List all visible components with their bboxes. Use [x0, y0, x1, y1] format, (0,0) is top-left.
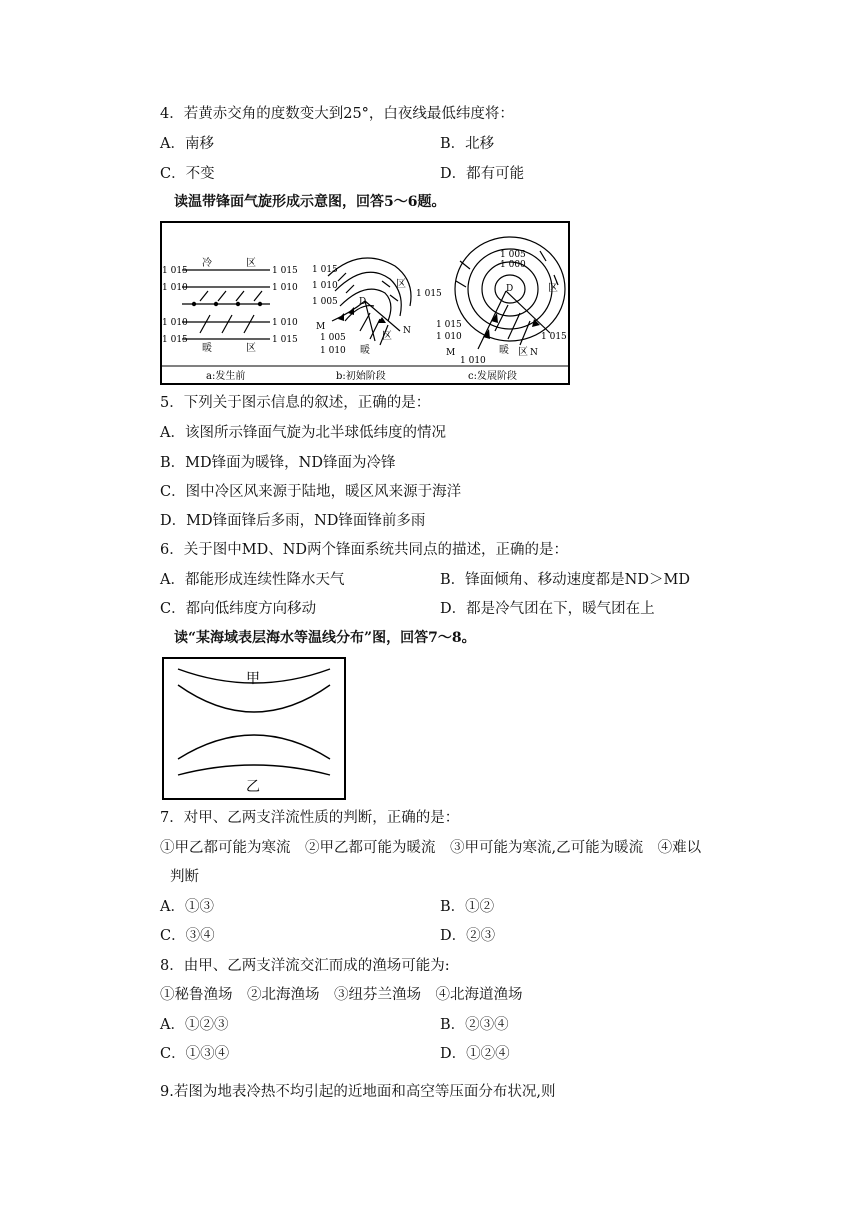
- panel-b-caption: b:初始阶段: [336, 371, 386, 382]
- c-warm-label: 暖: [499, 345, 509, 356]
- a-zone-label-bottom: 区: [246, 343, 256, 354]
- b-iso-1010: 1 010: [312, 281, 338, 291]
- q8-option-a: A．①②③: [160, 1017, 229, 1033]
- q4-option-a: A．南移: [160, 136, 214, 152]
- c-iso-1010: 1 010: [436, 332, 462, 342]
- q7-options-line2: 判断: [170, 869, 199, 885]
- label-yi: 乙: [246, 779, 260, 795]
- b-label-n: N: [403, 326, 411, 336]
- c-iso-1000: 1 000: [500, 260, 526, 270]
- b-warm-label: 暖: [360, 345, 370, 356]
- panel-c-caption: c:发展阶段: [468, 371, 517, 382]
- a-iso-1010-left-2: 1 010: [162, 318, 188, 328]
- a-iso-1010-right: 1 010: [272, 283, 298, 293]
- q5-option-b: B．MD锋面为暖锋，ND锋面为冷锋: [160, 455, 396, 471]
- c-label-d: D: [506, 284, 514, 294]
- q6-option-c: C．都向低纬度方向移动: [160, 601, 317, 617]
- a-iso-1015-left: 1 015: [162, 266, 188, 276]
- q8-option-d: D．①②④: [440, 1046, 510, 1062]
- q7-option-b: B．①②: [440, 899, 495, 915]
- q5-option-d: D．MD锋面锋后多雨，ND锋面锋前多雨: [160, 513, 426, 529]
- a-zone-label-top: 区: [246, 258, 256, 269]
- a-iso-1015-right: 1 015: [272, 266, 298, 276]
- b-iso-1010-bottom: 1 010: [320, 346, 346, 356]
- q6-option-b: B．锋面倾角、移动速度都是ND＞MD: [440, 572, 690, 588]
- c-iso-1015-right: 1 015: [541, 332, 567, 342]
- q9-stem: 9.若图为地表冷热不均引起的近地面和高空等压面分布状况,则: [160, 1084, 556, 1100]
- isotherm-figure: [162, 657, 346, 800]
- q5-option-c: C．图中冷区风来源于陆地，暖区风来源于海洋: [160, 484, 462, 500]
- q6-stem: 6．关于图中MD、ND两个锋面系统共同点的描述，正确的是：: [160, 542, 569, 558]
- q6-option-a: A．都能形成连续性降水天气: [160, 572, 345, 588]
- q4-stem: 4．若黄赤交角的度数变大到25°，白夜线最低纬度将：: [160, 106, 514, 122]
- a-iso-1015-right-2: 1 015: [272, 335, 298, 345]
- q7-option-d: D．②③: [440, 928, 496, 944]
- a-iso-1015-left-2: 1 015: [162, 335, 188, 345]
- a-iso-1010-right-2: 1 010: [272, 318, 298, 328]
- panel-a-caption: a:发生前: [206, 371, 246, 382]
- c-iso-1005: 1 005: [500, 250, 526, 260]
- label-jia: 甲: [246, 671, 260, 687]
- a-cold-label: 冷: [202, 258, 212, 269]
- intro-7-8: 读“某海域表层海水等温线分布”图，回答7～8。: [174, 630, 476, 646]
- b-iso-1015-right: 1 015: [416, 289, 442, 299]
- intro-5-6: 读温带锋面气旋形成示意图，回答5～6题。: [174, 194, 446, 210]
- q8-stem: 8．由甲、乙两支洋流交汇而成的渔场可能为:: [160, 958, 450, 974]
- c-label-m: M: [446, 348, 456, 358]
- q7-option-a: A．①③: [160, 899, 214, 915]
- q6-option-d: D．都是冷气团在下，暖气团在上: [440, 601, 655, 617]
- q4-option-b: B．北移: [440, 136, 495, 152]
- q8-option-b: B．②③④: [440, 1017, 509, 1033]
- b-zone-label: 区: [396, 279, 406, 290]
- b-iso-1005: 1 005: [312, 297, 338, 307]
- q7-stem: 7．对甲、乙两支洋流性质的判断，正确的是：: [160, 810, 460, 826]
- b-iso-1005-bottom: 1 005: [320, 333, 346, 343]
- b-label-d: D: [359, 297, 367, 307]
- q4-option-c: C．不变: [160, 166, 215, 182]
- q8-options: ①秘鲁渔场 ②北海渔场 ③纽芬兰渔场 ④北海道渔场: [160, 987, 523, 1003]
- c-zone-label-2: 区: [518, 347, 528, 358]
- q4-option-d: D．都有可能: [440, 166, 525, 182]
- c-label-n: N: [530, 348, 538, 358]
- a-warm-label: 暖: [202, 343, 212, 354]
- b-iso-1015: 1 015: [312, 265, 338, 275]
- b-zone-label-2: 区: [382, 331, 392, 342]
- c-iso-1010-bottom: 1 010: [460, 356, 486, 366]
- c-zone-label: 区: [548, 283, 558, 294]
- c-iso-1015: 1 015: [436, 320, 462, 330]
- frontal-cyclone-figure: [160, 221, 570, 385]
- q7-options-line1: ①甲乙都可能为寒流 ②甲乙都可能为暖流 ③甲可能为寒流,乙可能为暖流 ④难以: [160, 840, 702, 856]
- q8-option-c: C．①③④: [160, 1046, 230, 1062]
- b-label-m: M: [316, 322, 326, 332]
- q5-stem: 5．下列关于图示信息的叙述，正确的是：: [160, 395, 431, 411]
- q5-option-a: A．该图所示锋面气旋为北半球低纬度的情况: [160, 425, 446, 441]
- q7-option-c: C．③④: [160, 928, 215, 944]
- a-iso-1010-left: 1 010: [162, 283, 188, 293]
